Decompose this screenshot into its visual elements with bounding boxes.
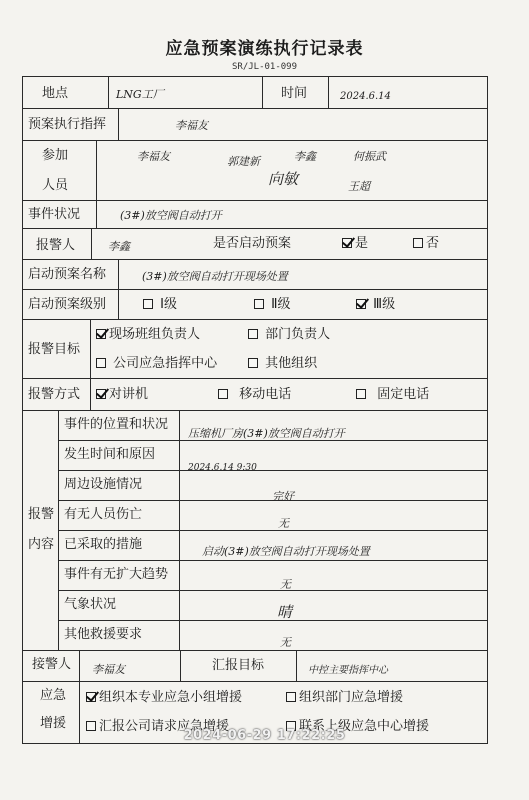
report-item-label: 已采取的措施	[64, 537, 143, 552]
report-item-label: 有无人员伤亡	[64, 507, 143, 522]
row-divider	[58, 560, 488, 561]
report-item-value: 晴	[277, 603, 293, 621]
row-divider	[22, 410, 488, 411]
report-item-label: 气象状况	[64, 597, 117, 612]
level-1-label: Ⅰ级	[160, 297, 177, 312]
situation-label: 事件状况	[28, 207, 81, 222]
target-3-option[interactable]	[96, 356, 217, 372]
support-label-2: 增援	[40, 716, 67, 731]
support-4-label: 联系上级应急中心增援	[299, 719, 430, 734]
receiver-value: 李福友	[92, 663, 125, 676]
row-divider	[22, 140, 488, 141]
commander-value: 李福友	[175, 119, 208, 132]
report-item-value: 2024.6.14 9:30	[188, 463, 257, 473]
checkbox-icon	[96, 358, 106, 368]
report-item-label: 发生时间和原因	[64, 447, 156, 462]
report-item-label: 周边设施情况	[64, 477, 143, 492]
participant-name: 李福友	[137, 150, 170, 163]
support-label-1: 应急	[40, 688, 67, 703]
row-divider	[58, 470, 488, 471]
row-divider	[58, 620, 488, 621]
participants-label-2: 人员	[42, 178, 69, 193]
location-label: 地点	[42, 86, 69, 101]
participants-label-1: 参加	[42, 148, 69, 163]
col-divider	[296, 650, 297, 681]
checkbox-icon	[248, 358, 258, 368]
checkbox-checked-icon	[96, 389, 106, 399]
target-2-label: 部门负责人	[265, 327, 331, 342]
report-target-label: 汇报目标	[212, 658, 265, 673]
time-label: 时间	[281, 86, 308, 101]
no-label: 否	[426, 236, 440, 251]
method-3-option[interactable]	[356, 387, 429, 403]
row-divider	[22, 681, 488, 682]
checkbox-checked-icon	[86, 692, 96, 702]
commander-label: 预案执行指挥	[28, 117, 107, 132]
checkbox-icon	[356, 389, 366, 399]
form-title: 应急预案演练执行记录表	[165, 39, 364, 59]
checkbox-checked-icon	[342, 238, 352, 248]
participant-name: 何振武	[353, 150, 386, 163]
start-plan-question: 是否启动预案	[213, 236, 292, 251]
report-content-label-1: 报警	[28, 507, 55, 522]
checkbox-checked-icon	[356, 299, 366, 309]
row-divider	[22, 259, 488, 260]
level-3-label: Ⅲ级	[373, 297, 396, 312]
yes-label: 是	[355, 236, 369, 251]
col-divider	[58, 410, 59, 650]
form-code: SR/JL-01-099	[231, 62, 298, 72]
method-2-label: 移动电话	[239, 387, 292, 402]
method-1-label: 对讲机	[109, 387, 149, 402]
col-divider	[118, 259, 119, 319]
checkbox-icon	[286, 692, 296, 702]
participant-name: 向敏	[268, 170, 299, 188]
report-item-value: 压缩机厂房(3#)放空阀自动打开	[188, 427, 345, 440]
location-value: LNG工厂	[116, 88, 164, 101]
level-2-option[interactable]	[254, 297, 291, 313]
method-3-label: 固定电话	[377, 387, 430, 402]
support-1-label: 组织本专业应急小组增援	[99, 690, 243, 705]
checkbox-icon	[413, 238, 423, 248]
reporter-value: 李鑫	[108, 240, 130, 253]
report-item-label: 其他救援要求	[64, 627, 143, 642]
checkbox-icon	[143, 299, 153, 309]
report-target-value: 中控主要指挥中心	[308, 665, 388, 676]
row-divider	[22, 108, 488, 109]
support-3-label: 汇报公司请求应急增援	[99, 719, 230, 734]
report-item-value: 无	[278, 517, 289, 530]
col-divider	[179, 410, 180, 650]
level-1-option[interactable]	[143, 297, 177, 313]
report-item-label: 事件的位置和状况	[64, 417, 169, 432]
row-divider	[22, 319, 488, 320]
col-divider	[262, 76, 263, 108]
target-4-option[interactable]	[248, 356, 317, 372]
support-2-option[interactable]	[286, 690, 403, 706]
support-2-label: 组织部门应急增援	[299, 690, 404, 705]
situation-value: (3#)放空阀自动打开	[120, 209, 222, 222]
target-3-label: 公司应急指挥中心	[113, 356, 218, 371]
col-divider	[180, 650, 181, 681]
report-item-value: 完好	[272, 490, 294, 503]
row-divider	[22, 289, 488, 290]
time-value: 2024.6.14	[340, 91, 391, 102]
row-divider	[58, 590, 488, 591]
row-divider	[22, 378, 488, 379]
target-4-label: 其他组织	[265, 356, 318, 371]
col-divider	[91, 228, 92, 259]
reporter-label: 报警人	[36, 238, 76, 253]
report-content-label-2: 内容	[28, 537, 55, 552]
col-divider	[328, 76, 329, 108]
checkbox-icon	[248, 329, 258, 339]
report-item-value: 无	[280, 636, 291, 649]
report-item-value: 无	[280, 578, 291, 591]
col-divider	[118, 108, 119, 140]
report-item-value: 启动(3#)放空阀自动打开现场处置	[202, 545, 370, 558]
alarm-method-label: 报警方式	[28, 387, 81, 402]
col-divider	[96, 140, 97, 228]
row-divider	[22, 650, 488, 651]
plan-name-value: (3#)放空阀自动打开现场处置	[142, 270, 288, 283]
col-divider	[90, 319, 91, 410]
support-1-option[interactable]	[86, 690, 242, 706]
timestamp-watermark: 2024-06-29 17:22:25	[183, 728, 346, 743]
checkbox-icon	[218, 389, 228, 399]
start-plan-yes[interactable]	[342, 236, 368, 252]
method-1-option[interactable]	[96, 387, 148, 403]
checkbox-icon	[254, 299, 264, 309]
method-2-option[interactable]	[218, 387, 291, 403]
alarm-target-label: 报警目标	[28, 342, 81, 357]
report-item-label: 事件有无扩大趋势	[64, 567, 169, 582]
plan-name-label: 启动预案名称	[28, 267, 107, 282]
participant-name: 郭建新	[227, 155, 260, 168]
col-divider	[108, 76, 109, 108]
row-divider	[58, 530, 488, 531]
participant-name: 李鑫	[294, 150, 316, 163]
level-2-label: Ⅱ级	[271, 297, 291, 312]
participant-name: 王超	[348, 180, 370, 193]
target-1-label: 现场班组负责人	[109, 327, 201, 342]
target-1-option[interactable]	[96, 327, 200, 343]
plan-level-label: 启动预案级别	[28, 297, 107, 312]
start-plan-no[interactable]	[413, 236, 439, 252]
row-divider	[22, 200, 488, 201]
receiver-label: 接警人	[32, 657, 72, 672]
target-2-option[interactable]	[248, 327, 330, 343]
level-3-option[interactable]	[356, 297, 395, 313]
checkbox-checked-icon	[96, 329, 106, 339]
